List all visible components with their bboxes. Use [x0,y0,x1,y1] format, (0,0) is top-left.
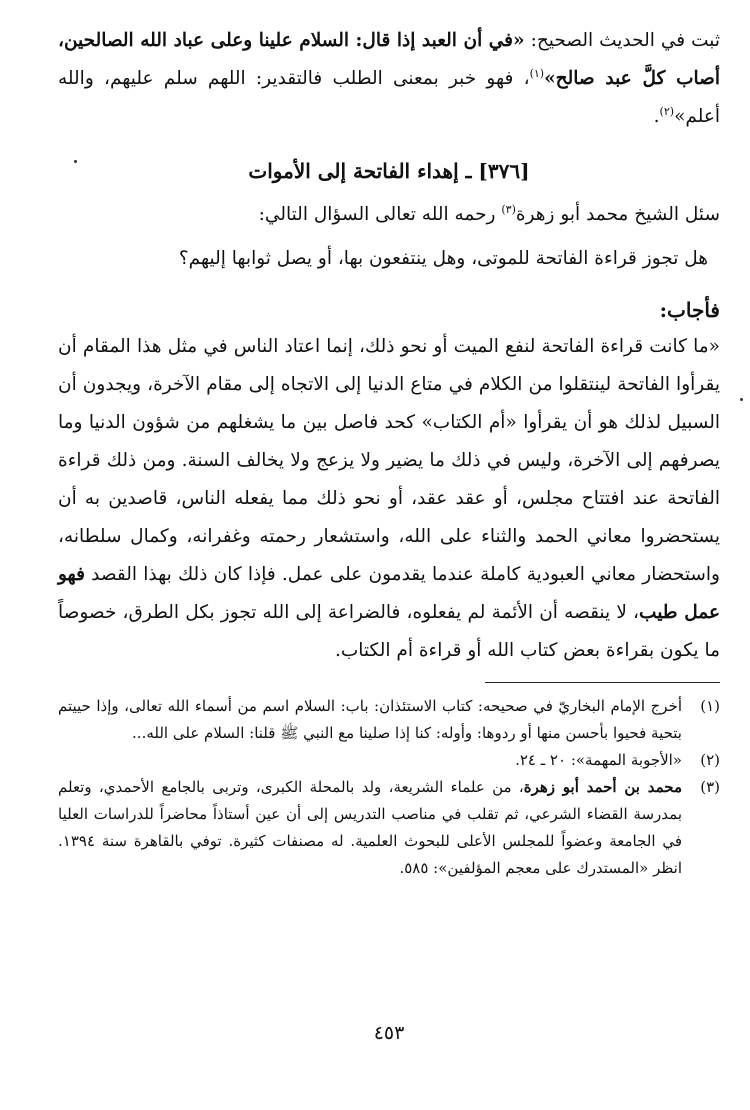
hadith-quote: «في أن العبد إذا قال: السلام علينا وعلى عباد الله الصالحين، أصاب كلَّ عبد صالح» [58,30,720,89]
asked-line [58,196,720,234]
footnote-number: (١) [700,697,720,715]
footnote-ref-1[interactable]: (١) [529,66,545,80]
intro-text-4: . [653,106,660,127]
speck-mark [740,398,743,401]
intro-text-3: ، فهو خبر بمعنى الطلب فالتقدير: اللهم سلم عليهم، والله أعلم» [58,68,720,127]
section-heading: [٣٧٦] ـ إهداء الفاتحة إلى الأموات [248,159,530,183]
page-number: ٤٥٣ [373,1022,405,1044]
asked-text-1: سئل الشيخ محمد أبو زهرة [515,204,720,225]
footnote-number: (٣) [700,778,720,796]
footnote-divider [485,682,720,683]
footnote-2 [58,747,720,774]
footnote-text [58,774,682,882]
footnote-text: أخرج الإمام البخاريّ في صحيحه: كتاب الاستئذان: باب: السلام اسم من أسماء الله تعالى، وإذا حييتم بتحية فحيوا بأحسن منها أو ردوها: وأوله: كنا إذا صلينا مع النبي ﷺ قلنا: السلام على الله... [58,697,682,742]
answer-paragraph [58,328,720,670]
question-text: هل تجوز قراءة الفاتحة للموتى، وهل ينتفعون بها، أو يصل ثوابها إليهم؟ [178,248,708,269]
intro-paragraph [58,22,720,136]
book-page [58,22,720,1092]
footnote-bold-name: محمد بن أحمد أبو زهرة [523,778,682,796]
footnote-ref-2[interactable]: (٢) [659,104,675,118]
footnote-text: «الأجوبة المهمة»: ٢٠ ـ ٢٤. [515,751,682,769]
answer-text-1: «ما كانت قراءة الفاتحة لنفع الميت أو نحو ذلك، إنما اعتاد الناس في مثل هذا المقام أن يقرأوا الفاتحة لينتقلوا من الكلام في متاع الدنيا إلى الاتجاه إلى مقام الآخرة، ويجدون أن السبيل لذلك هو أن يقرأوا «أم الكتاب» كحد فاصل بين ما يشغلهم من شؤون الدنيا وما يصرفهم إلى الآخرة، وليس في ذلك ما يضير ولا يزعج ولا يخالف السنة. ومن ذلك قراءة الفاتحة عند افتتاح مجلس، أو عقد عقد، أو نحو ذلك مما يفعله الناس، قاصدين به أن يستحضروا معاني الحمد والثناء على الله، واستشعار رحمته وغفرانه، وكمال سلطانه، واستحضار معاني العبودية كاملة عندما يقدمون على عمل. فإذا كان ذلك بهذا القصد [58,336,720,585]
speck-mark [74,160,77,163]
footnote-body: ، من علماء الشريعة، ولد بالمحلة الكبرى، وتربى بالجامع الأحمدي، وتعلم بمدرسة القضاء الشرعي، ثم تقلب في مناصب التدريس إلى أن عين أستاذاً محاضراً للدراسات العليا في الجامعة وعضواً للمجلس الأعلى للبحوث العلمية. له مصنفات كثيرة. توفي بالقاهرة سنة ١٣٩٤. انظر «المستدرك على معجم المؤلفين»: ٥٨٥. [58,778,682,877]
footnote-number: (٢) [700,751,720,769]
footnote-3 [58,774,720,882]
asked-text-2: رحمه الله تعالى السؤال التالي: [258,204,502,225]
answer-bold: فهو عمل طيب [58,564,720,623]
intro-text-1: ثبت في الحديث الصحيح: [524,30,720,51]
footnote-1 [58,693,720,747]
answer-label: فأجاب: [659,298,720,322]
answer-text-3: ، لا ينقصه أن الأئمة لم يفعلوه، فالضراعة إلى الله تجوز بكل الطرق، خصوصاً ما يكون بقراءة بعض كتاب الله أو قراءة أم الكتاب. [58,602,720,661]
footnote-ref-3[interactable]: (٣) [501,202,516,216]
